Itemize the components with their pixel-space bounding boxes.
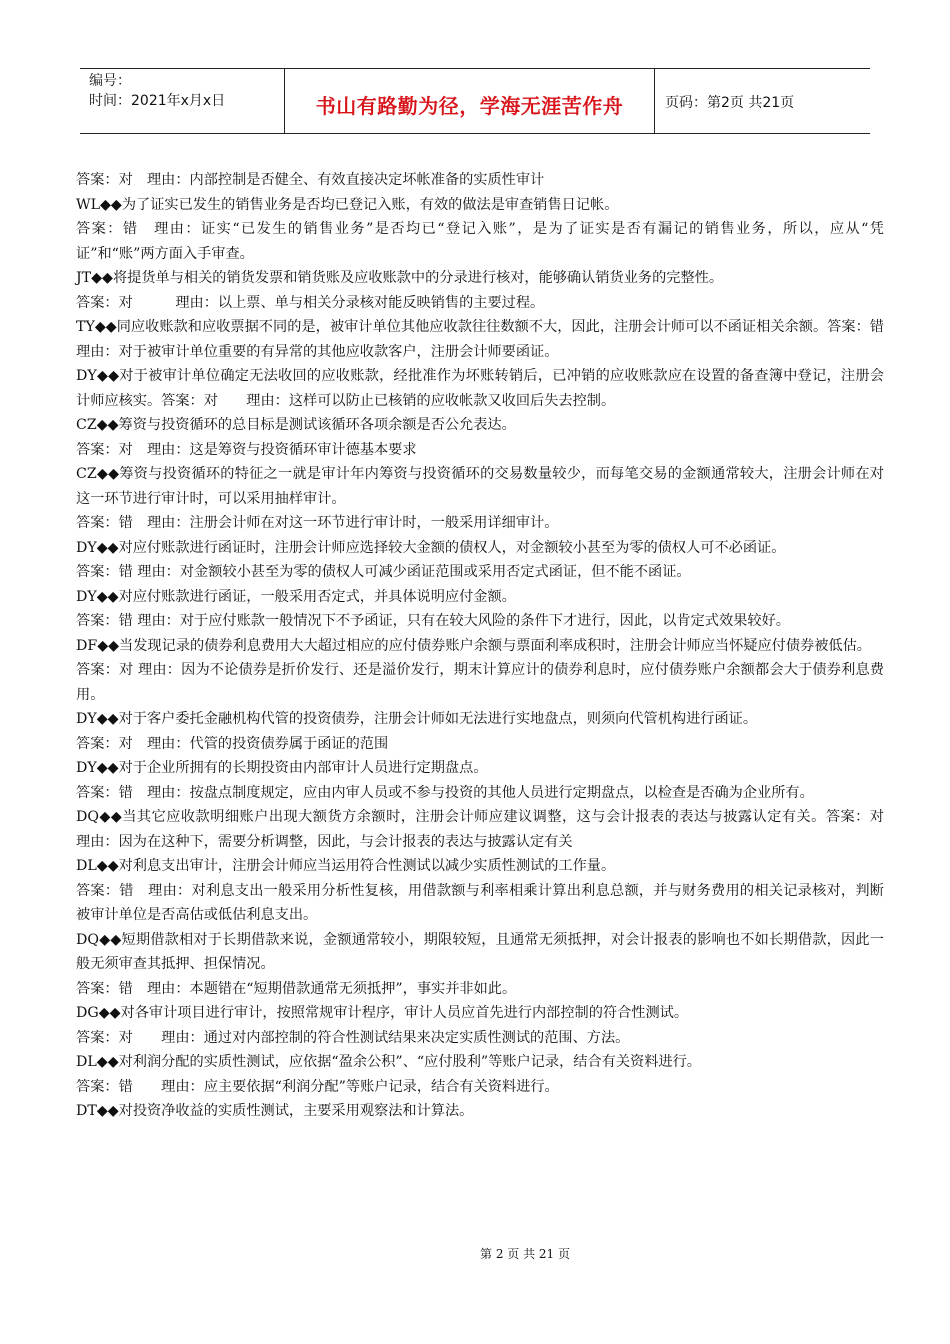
footer-page-number: 第 2 页 共 21 页 xyxy=(480,1247,570,1261)
paragraph: DQ◆◆当其它应收款明细账户出现大额货方余额时，注册会计师应建议调整，这与会计报表的表达与披露认定有关。答案：对 理由：因为在这种下，需要分析调整，因此，与会计报表的表达与披露认定有关 xyxy=(76,809,899,850)
paragraph: DQ◆◆短期借款相对于长期借款来说，金额通常较小，期限较短，且通常无须抵押，对会计报表的影响也不如长期借款，因此一般无须审查其抵押、担保情况。 xyxy=(76,931,884,972)
paragraph: 答案：对 理由：代管的投资债券属于函证的范围 xyxy=(76,735,389,752)
header-meta-cell xyxy=(80,69,285,133)
page-header xyxy=(80,68,870,134)
paragraph: 答案：对 理由：通过对内部控制的符合性测试结果来决定实质性测试的范围、方法。 xyxy=(76,1029,630,1046)
paragraph: DY◆◆对应付账款进行函证，一般采用否定式，并具体说明应付金额。 xyxy=(76,588,516,605)
paragraph: DY◆◆对于客户委托金融机构代管的投资债券，注册会计师如无法进行实地盘点，则须向代管机构进行函证。 xyxy=(76,711,758,727)
paragraph: DF◆◆当发现记录的债券利息费用大大超过相应的应付债券账户余额与票面利率成积时，注册会计师应当怀疑应付债券被低估。 xyxy=(76,637,871,654)
paragraph: 答案：对 理由：内部控制是否健全、有效直接决定坏帐准备的实质性审计 xyxy=(76,172,545,188)
paragraph: DT◆◆对投资净收益的实质性测试，主要采用观察法和计算法。 xyxy=(76,1103,474,1119)
paragraph: JT◆◆将提货单与相关的销货发票和销货账及应收账款中的分录进行核对，能够确认销货业务的完整性。 xyxy=(76,270,724,286)
page-footer xyxy=(0,1245,950,1262)
paragraph: DL◆◆对利润分配的实质性测试，应依据“盈余公积”、“应付股利”等账户记录，结合有关资料进行。 xyxy=(76,1054,701,1070)
paragraph: DY◆◆对于被审计单位确定无法收回的应收账款，经批准作为坏账转销后，已冲销的应收账款应在设置的备查簿中登记，注册会计师应核实。答案：对 理由：这样可以防止已核销的应收帐款又收回后失去控制。 xyxy=(76,368,884,409)
header-page-cell xyxy=(655,69,870,133)
paragraph: 答案：错 理由：对金额较小甚至为零的债权人可减少函证范围或采用否定式函证，但不能不函证。 xyxy=(76,564,691,580)
doc-date-label: 时间：2021年x月x日 xyxy=(89,93,226,109)
paragraph: 答案：错 理由：证实“已发生的销售业务”是否均已“登记入账”，是为了证实是否有漏记的销售业务，所以，应从“凭证”和“账”两方面入手审查。 xyxy=(76,221,884,262)
header-motto-cell xyxy=(285,69,655,133)
paragraph: 答案：对 理由：以上票、单与相关分录核对能反映销售的主要过程。 xyxy=(76,294,545,311)
doc-number-label: 编号： xyxy=(89,73,131,89)
paragraph: DY◆◆对应付账款进行函证时，注册会计师应选择较大金额的债权人，对金额较小甚至为零的债权人可不必函证。 xyxy=(76,539,786,556)
paragraph: 答案：错 理由：本题错在“短期借款通常无须抵押”，事实并非如此。 xyxy=(76,980,517,997)
paragraph: 答案：错 理由：对于应付账款一般情况下不予函证，只有在较大风险的条件下才进行，因此，以肯定式效果较好。 xyxy=(76,613,790,629)
paragraph: WL◆◆为了证实已发生的销售业务是否均已登记入账，有效的做法是审查销售日记帐。 xyxy=(76,196,619,213)
paragraph: 答案：错 理由：应主要依据“利润分配”等账户记录，结合有关资料进行。 xyxy=(76,1078,559,1095)
paragraph: 答案：错 理由：注册会计师在对这一环节进行审计时，一般采用详细审计。 xyxy=(76,515,559,531)
paragraph: DY◆◆对于企业所拥有的长期投资由内部审计人员进行定期盘点。 xyxy=(76,760,488,776)
paragraph: 答案：错 理由：按盘点制度规定，应由内审人员或不参与投资的其他人员进行定期盘点，以检查是否确为企业所有。 xyxy=(76,784,814,801)
paragraph: CZ◆◆筹资与投资循环的特征之一就是审计年内筹资与投资循环的交易数量较少，而每笔交易的金额通常较大，注册会计师在对这一环节进行审计时，可以采用抽样审计。 xyxy=(76,466,884,507)
header-motto: 书山有路勤为径，学海无涯苦作舟 xyxy=(315,93,624,118)
paragraph: CZ◆◆筹资与投资循环的总目标是测试该循环各项余额是否公允表达。 xyxy=(76,417,516,433)
paragraph: DL◆◆对利息支出审计，注册会计师应当运用符合性测试以减少实质性测试的工作量。 xyxy=(76,858,616,874)
paragraph: 答案：错 理由：对利息支出一般采用分析性复核，用借款额与利率相乘计算出利息总额，并与财务费用的相关记录核对，判断被审计单位是否高估或低估利息支出。 xyxy=(76,882,884,923)
document-body xyxy=(76,168,913,1124)
header-page-label: 页码：第2页 共21页 xyxy=(665,95,795,111)
paragraph: TY◆◆同应收账款和应收票据不同的是，被审计单位其他应收款往往数额不大，因此，注册会计师可以不函证相关余额。答案：错 理由：对于被审计单位重要的有异常的其他应收款客户，注册会计师要函证。 xyxy=(76,319,913,360)
paragraph: DG◆◆对各审计项目进行审计，按照常规审计程序，审计人员应首先进行内部控制的符合性测试。 xyxy=(76,1005,689,1021)
paragraph: 答案：对 理由：这是筹资与投资循环审计德基本要求 xyxy=(76,441,417,458)
paragraph: 答案：对 理由：因为不论债券是折价发行、还是溢价发行，期末计算应计的债券利息时，应付债券账户余额都会大于债券利息费用。 xyxy=(76,662,884,703)
